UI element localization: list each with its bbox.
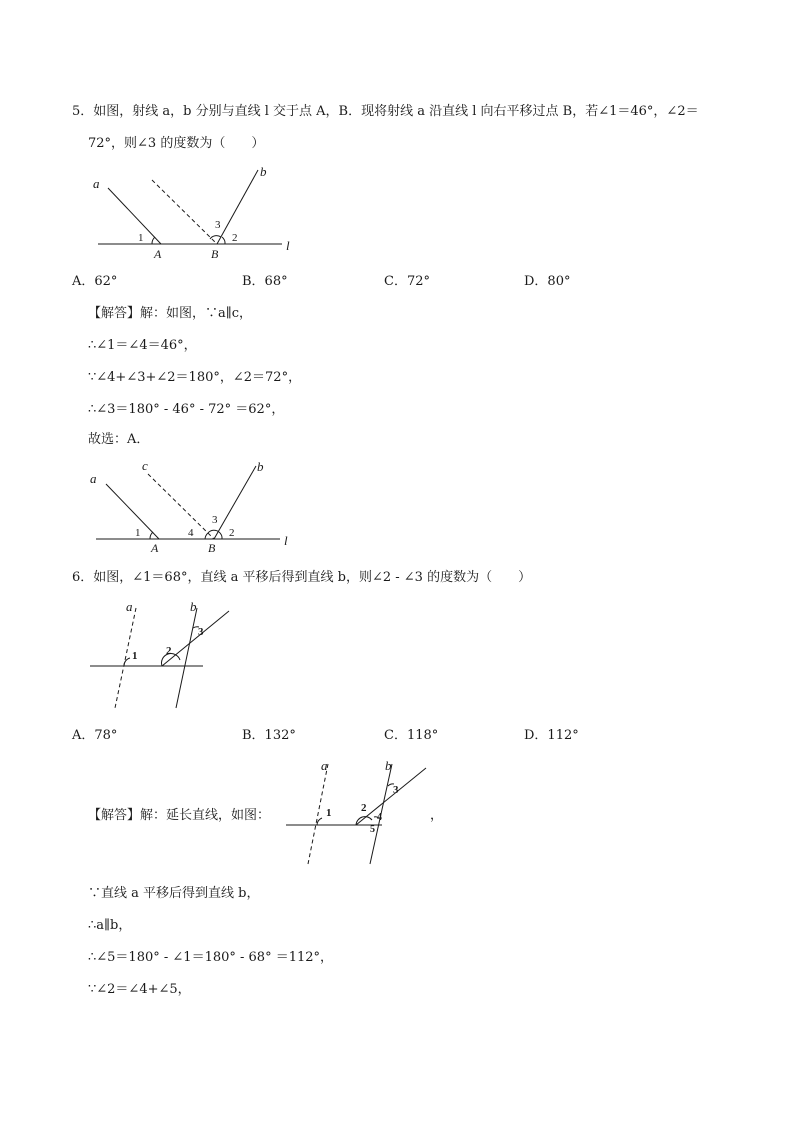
- q6-angle-2: 2: [166, 645, 172, 657]
- q6s-label-b: b: [385, 758, 392, 773]
- q5-figure: [84, 160, 304, 262]
- q6s-angle-3: 3: [393, 784, 399, 796]
- q5s-angle-4: 4: [188, 527, 194, 539]
- q5-option-c: C．72°: [384, 274, 430, 289]
- q5-answer-line5: 故选：A．: [88, 432, 150, 447]
- q6s-angle-2: 2: [361, 802, 367, 814]
- q5-label-B: B: [211, 247, 219, 261]
- q5s-angle-2: 2: [229, 527, 235, 539]
- q6s-angle-4: 4: [377, 812, 382, 823]
- q6-option-d: D．112°: [524, 728, 579, 743]
- q6-solution-figure: [284, 756, 430, 868]
- q6s-label-a: a: [321, 758, 328, 773]
- q5-stem-line1: 5．如图，射线 a，b 分别与直线 l 交于点 A，B．现将射线 a 沿直线 l 向右平移过点 B，若∠1＝46°，∠2＝: [72, 104, 699, 119]
- q6-option-a: A．78°: [72, 728, 118, 743]
- q5-option-a: A．62°: [72, 274, 118, 289]
- q6-figure: [86, 596, 246, 710]
- q6-answer-line1: 【解答】解：延长直线，如图：: [88, 808, 271, 823]
- q6-angle-1: 1: [132, 650, 138, 662]
- q5-label-a: a: [93, 176, 100, 191]
- q6-option-b: B．132°: [242, 728, 296, 743]
- q5-answer-line2: ∴∠1＝∠4＝46°，: [88, 338, 197, 353]
- q5-answer-line1: 【解答】解：如图，∵a∥c，: [88, 306, 253, 321]
- q5-angle-3: 3: [215, 219, 221, 231]
- q5-label-b: b: [260, 164, 267, 179]
- q5s-label-B: B: [208, 541, 216, 555]
- q6-answer-line3: ∴a∥b，: [88, 918, 132, 933]
- q5-answer-line4: ∴∠3＝180° - 46° - 72° ＝62°，: [88, 402, 285, 417]
- q5-option-d: D．80°: [524, 274, 571, 289]
- q6-answer-comma: ，: [430, 808, 444, 823]
- q5s-label-l: l: [284, 533, 288, 548]
- q5-angle-1: 1: [138, 232, 144, 244]
- q5s-angle-3: 3: [212, 514, 218, 526]
- q6-answer-line2: ∵直线 a 平移后得到直线 b，: [88, 886, 260, 901]
- q6-stem: 6．如图，∠1＝68°，直线 a 平移后得到直线 b，则∠2 - ∠3 的度数为（ ）: [72, 570, 532, 585]
- q6-label-b: b: [190, 599, 197, 614]
- q5s-label-c: c: [142, 458, 148, 473]
- q6-label-a: a: [126, 599, 133, 614]
- q5-label-l: l: [286, 238, 290, 253]
- q5-angle-2: 2: [232, 232, 238, 244]
- q5s-label-b: b: [257, 459, 264, 474]
- q5-stem-line2: 72°，则∠3 的度数为（ ）: [88, 136, 265, 151]
- q5-label-A: A: [154, 247, 162, 261]
- q6-option-c: C．118°: [384, 728, 439, 743]
- q5-option-b: B．68°: [242, 274, 288, 289]
- q6-angle-3: 3: [198, 626, 204, 638]
- q5s-angle-1: 1: [135, 527, 141, 539]
- q6s-angle-1: 1: [326, 807, 332, 819]
- q5s-label-A: A: [151, 541, 159, 555]
- q6-answer-line4: ∴∠5＝180° - ∠1＝180° - 68° ＝112°，: [88, 950, 334, 965]
- q5-answer-line3: ∵∠4+∠3+∠2＝180°，∠2＝72°，: [88, 370, 302, 385]
- q5-solution-figure: [84, 456, 304, 558]
- q5s-label-a: a: [90, 471, 97, 486]
- q6s-angle-5: 5: [370, 824, 375, 835]
- q6-answer-line5: ∵∠2＝∠4+∠5，: [88, 982, 191, 997]
